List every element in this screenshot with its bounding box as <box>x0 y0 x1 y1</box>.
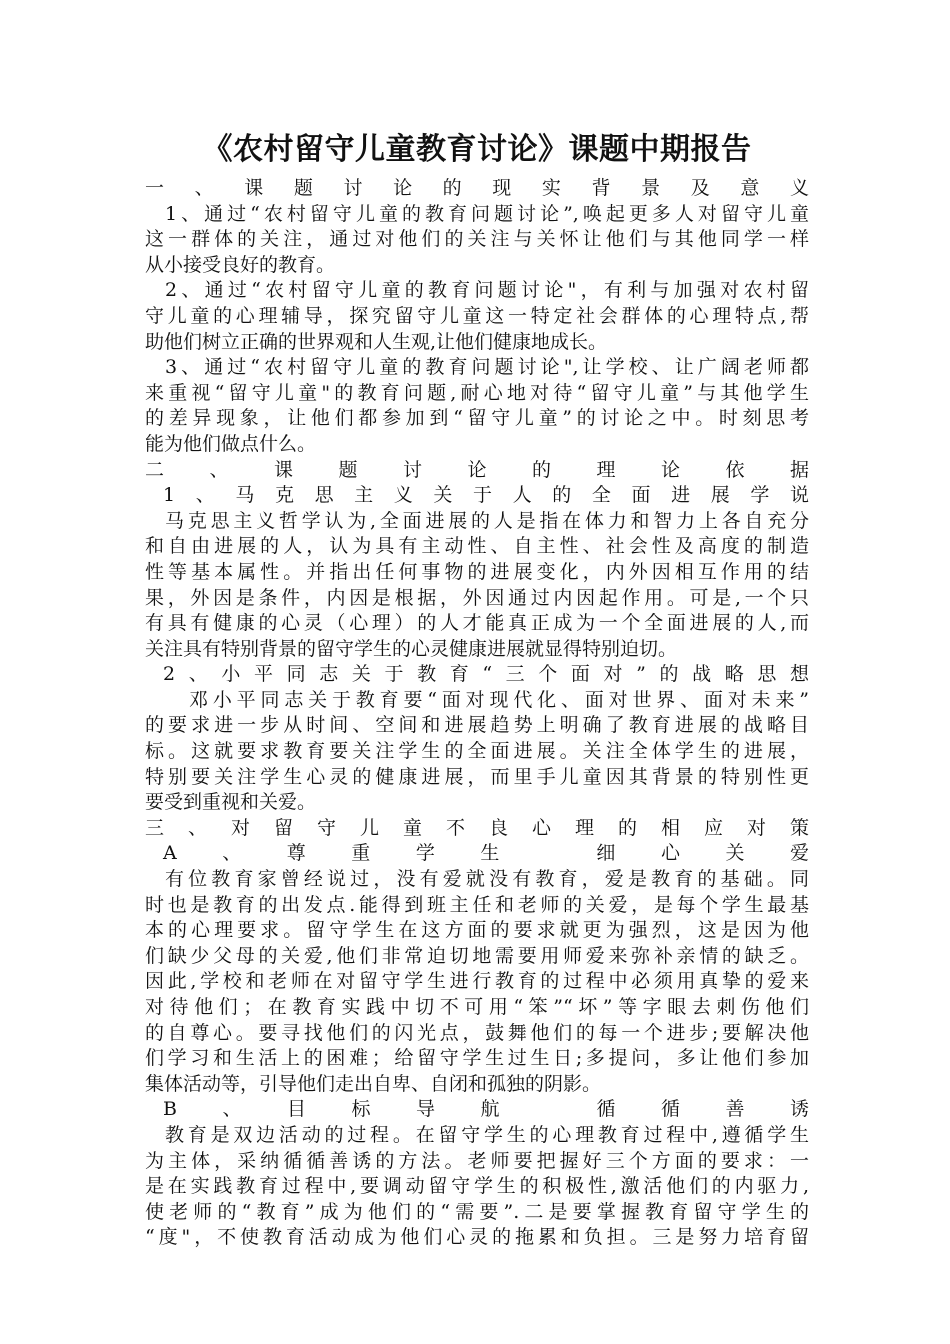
text-line: 们缺少父母的关爱,他们非常迫切地需要用师爱来弥补亲情的缺乏。 <box>145 944 809 967</box>
document-page <box>145 128 809 1251</box>
text-line: 这一群体的关注，通过对他们的关注与关怀让他们与其他同学一样 <box>145 228 809 251</box>
section-heading: 三、对留守儿童不良心理的相应对策 <box>145 816 809 839</box>
subsection-heading: B、目标导航 循循善诱 <box>163 1098 809 1121</box>
text-line: 来重视“留守儿童"的教育问题,耐心地对待“留守儿童”与其他学生 <box>145 381 809 404</box>
text-line: 马克思主义哲学认为,全面进展的人是指在体力和智力上各自充分 <box>165 509 809 532</box>
subsection-heading: 2、小平同志关于教育“三个面对”的战略思想 <box>163 663 809 686</box>
text-line: “度"，不使教育活动成为他们心灵的拖累和负担。三是努力培育留 <box>145 1226 809 1249</box>
text-line: 教育是双边活动的过程。在留守学生的心理教育过程中,遵循学生 <box>165 1123 809 1146</box>
section-heading: 一、课题讨论的现实背景及意义 <box>145 177 809 199</box>
text-line: 的差异现象，让他们都参加到“留守儿童”的讨论之中。时刻思考 <box>145 407 809 430</box>
text-line: 有位教育家曾经说过，没有爱就没有教育，爱是教育的基础。同 <box>165 868 809 891</box>
text-line: 的自尊心。要寻找他们的闪光点，鼓舞他们的每一个进步;要解决他 <box>145 1021 809 1044</box>
document-title: 《农村留守儿童教育讨论》课题中期报告 <box>202 132 752 167</box>
text-line: 集体活动等，引导他们走出自卑、自闭和孤独的阴影。 <box>145 1072 602 1095</box>
text-line: 特别要关注学生心灵的健康进展，而里手儿童因其背景的特别性更 <box>145 765 809 788</box>
text-line: 和自由进展的人，认为具有主动性、自主性、社会性及高度的制造 <box>145 535 809 558</box>
text-line: 要受到重视和关爱。 <box>145 791 317 814</box>
text-line: 果，外因是条件，内因是根据，外因通过内因起作用。可是,一个只 <box>145 586 809 609</box>
subsection-heading: A、尊重学生 细心关爱 <box>163 842 809 865</box>
text-line: 因此,学校和老师在对留守学生进行教育的过程中必须用真挚的爱来 <box>145 970 809 993</box>
text-line: 的要求进一步从时间、空间和进展趋势上明确了教育进展的战略目 <box>145 714 809 737</box>
text-line: 使老师的“教育”成为他们的“需要”.二是要掌握教育留守学生的 <box>145 1200 809 1223</box>
text-line: 对待他们；在教育实践中切不可用“笨”“坏”等字眼去刺伤他们 <box>145 996 809 1018</box>
document-body <box>145 176 809 1251</box>
text-line: 从小接受良好的教育。 <box>145 253 336 276</box>
text-line: 是在实践教育过程中,要调动留守学生的积极性,激活他们的内驱力, <box>145 1175 809 1198</box>
text-line: 能为他们做点什么。 <box>145 432 317 455</box>
text-line: 为主体，采纳循循善诱的方法。老师要把握好三个方面的要求：一 <box>145 1149 809 1172</box>
text-line: 3、通过“农村留守儿童的教育问题讨论",让学校、让广阔老师都 <box>165 356 809 379</box>
text-line: 本的心理要求。留守学生在这方面的要求就更为强烈，这是因为他 <box>145 919 809 942</box>
text-line: 有具有健康的心灵（心理）的人才能真正成为一个全面进展的人,而 <box>145 612 809 635</box>
text-line: 守儿童的心理辅导，探究留守儿童这一特定社会群体的心理特点,帮 <box>145 304 809 327</box>
text-line: 性等基本属性。并指出任何事物的进展变化，内外因相互作用的结 <box>145 560 809 583</box>
text-line: 关注具有特别背景的留守学生的心灵健康进展就显得特别迫切。 <box>145 637 678 660</box>
section-heading: 二、课题讨论的理论依据 <box>145 458 809 481</box>
text-line: 们学习和生活上的困难；给留守学生过生日;多提问，多让他们参加 <box>145 1047 809 1070</box>
text-line: 1、通过“农村留守儿童的教育问题讨论”,唤起更多人对留守儿童 <box>165 202 809 225</box>
text-line: 时也是教育的出发点.能得到班主任和老师的关爱，是每个学生最基 <box>145 893 809 916</box>
text-line: 邓小平同志关于教育要“面对现代化、面对世界、面对未来” <box>189 688 809 711</box>
subsection-heading: 1、马克思主义关于人的全面进展学说 <box>163 484 809 507</box>
text-line: 2、通过“农村留守儿童的教育问题讨论"，有利与加强对农村留 <box>165 279 809 302</box>
text-line: 助他们树立正确的世界观和人生观,让他们健康地成长。 <box>145 330 608 353</box>
text-line: 标。这就要求教育要关注学生的全面进展。关注全体学生的进展， <box>145 740 809 763</box>
